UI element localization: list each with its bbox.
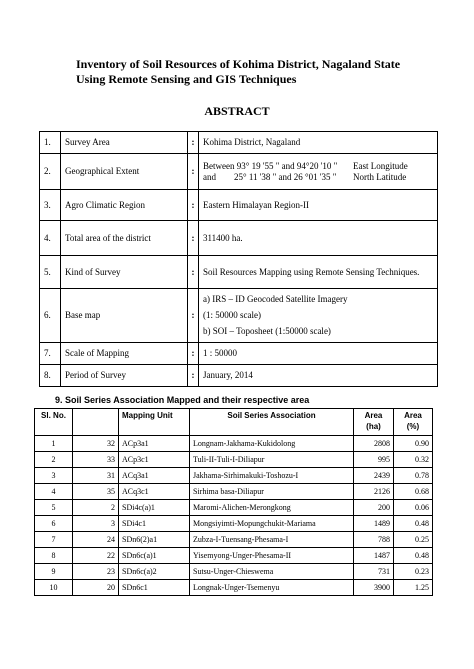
cell-mapping-unit: ACq3a1: [119, 468, 190, 484]
cell-area-ha: 731: [354, 564, 394, 580]
row-colon: :: [188, 365, 199, 387]
section-heading: 9. Soil Series Association Mapped and their respective area: [55, 395, 310, 405]
cell-soil-series-association: Maromi-Alichen-Merongkong: [190, 500, 354, 516]
cell-area-pct: 0.23: [394, 564, 433, 580]
cell-mapping-unit: ACp3a1: [119, 436, 190, 452]
latitude-label: North Latitude: [353, 171, 407, 182]
cell-area-pct: 0.48: [394, 548, 433, 564]
info-row: [40, 289, 438, 343]
cell-soil-series-association: Longnak-Unger-Tsemenyu: [190, 580, 354, 596]
row-label: Survey Area: [61, 132, 188, 154]
cell-sl-no: 1: [35, 436, 73, 452]
row-number: 5.: [40, 256, 61, 289]
row-value: Eastern Himalayan Region-II: [199, 190, 438, 221]
longitude-label: East Longitude: [353, 160, 408, 171]
row-value: Soil Resources Mapping using Remote Sensing Techniques.: [199, 256, 438, 289]
cell-sl-no: 5: [35, 500, 73, 516]
cell-sl-no: 3: [35, 468, 73, 484]
row-number: 1.: [40, 132, 61, 154]
row-colon: :: [188, 132, 199, 154]
header-number: [73, 409, 119, 436]
row-colon: :: [188, 289, 199, 343]
cell-area-pct: 0.90: [394, 436, 433, 452]
base-map-line: a) IRS – ID Geocoded Satellite Imagery: [203, 294, 348, 304]
row-label: Base map: [61, 289, 188, 343]
cell-mapping-unit: SDn6c1: [119, 580, 190, 596]
cell-area-ha: 2808: [354, 436, 394, 452]
latitude-range: and 25° 11 '38 " and 26 °01 '35 ": [203, 171, 337, 182]
cell-number: 20: [73, 580, 119, 596]
cell-soil-series-association: Longnam-Jakhama-Kukidolong: [190, 436, 354, 452]
cell-number: 23: [73, 564, 119, 580]
cell-mapping-unit: SDi4c1: [119, 516, 190, 532]
cell-area-ha: 1489: [354, 516, 394, 532]
info-row: [40, 154, 438, 190]
cell-soil-series-association: Yisemyong-Unger-Phesama-II: [190, 548, 354, 564]
row-colon: :: [188, 221, 199, 256]
row-label: Period of Survey: [61, 365, 188, 387]
table-row: [35, 484, 433, 500]
cell-area-pct: 0.25: [394, 532, 433, 548]
table-row: [35, 580, 433, 596]
cell-sl-no: 6: [35, 516, 73, 532]
header-soil-series-association: Soil Series Association: [190, 409, 354, 436]
base-map-line: b) SOI – Toposheet (1:50000 scale): [203, 326, 331, 336]
row-number: 6.: [40, 289, 61, 343]
abstract-info-table: [39, 131, 438, 387]
cell-soil-series-association: Sutsu-Unger-Chieswema: [190, 564, 354, 580]
info-row: [40, 190, 438, 221]
cell-area-ha: 1487: [354, 548, 394, 564]
cell-area-ha: 2439: [354, 468, 394, 484]
base-map-line: (1: 50000 scale): [203, 310, 261, 320]
cell-mapping-unit: SDn6(2)a1: [119, 532, 190, 548]
row-value: 311400 ha.: [199, 221, 438, 256]
cell-area-ha: 3900: [354, 580, 394, 596]
cell-sl-no: 7: [35, 532, 73, 548]
row-value: Kohima District, Nagaland: [199, 132, 438, 154]
cell-soil-series-association: Jakhama-Sirhimakuki-Toshozu-I: [190, 468, 354, 484]
cell-sl-no: 4: [35, 484, 73, 500]
row-label: Scale of Mapping: [61, 343, 188, 365]
row-label: Agro Climatic Region: [61, 190, 188, 221]
row-value: [199, 289, 438, 343]
row-number: 2.: [40, 154, 61, 190]
header-area-ha: Area (ha): [354, 409, 394, 436]
cell-number: 3: [73, 516, 119, 532]
cell-sl-no: 8: [35, 548, 73, 564]
cell-soil-series-association: Zubza-I-Tuensang-Phesama-I: [190, 532, 354, 548]
row-number: 3.: [40, 190, 61, 221]
row-colon: :: [188, 190, 199, 221]
info-row: [40, 343, 438, 365]
cell-mapping-unit: ACp3c1: [119, 452, 190, 468]
table-row: [35, 500, 433, 516]
cell-area-ha: 2126: [354, 484, 394, 500]
row-colon: :: [188, 343, 199, 365]
row-number: 8.: [40, 365, 61, 387]
row-label: Kind of Survey: [61, 256, 188, 289]
cell-area-pct: 0.48: [394, 516, 433, 532]
document-title: Inventory of Soil Resources of Kohima District, Nagaland State Using Remote Sensing and GIS Techniques: [76, 57, 401, 86]
info-row: [40, 256, 438, 289]
cell-area-ha: 200: [354, 500, 394, 516]
table-row: [35, 564, 433, 580]
table-header-row: [35, 409, 433, 436]
cell-soil-series-association: Mongsiyimti-Mopungchukit-Mariama: [190, 516, 354, 532]
cell-number: 35: [73, 484, 119, 500]
info-row: [40, 221, 438, 256]
table-row: [35, 468, 433, 484]
cell-soil-series-association: Tuli-II-Tuli-I-Diliapur: [190, 452, 354, 468]
cell-sl-no: 10: [35, 580, 73, 596]
header-mapping-unit: Mapping Unit: [119, 409, 190, 436]
table-row: [35, 452, 433, 468]
row-value: January, 2014: [199, 365, 438, 387]
cell-mapping-unit: SDn6c(a)2: [119, 564, 190, 580]
cell-mapping-unit: SDi4c(a)1: [119, 500, 190, 516]
row-number: 7.: [40, 343, 61, 365]
cell-area-pct: 0.06: [394, 500, 433, 516]
cell-sl-no: 9: [35, 564, 73, 580]
row-number: 4.: [40, 221, 61, 256]
table-row: [35, 436, 433, 452]
cell-area-pct: 0.78: [394, 468, 433, 484]
longitude-range: Between 93° 19 '55 " and 94°20 '10 ": [203, 160, 338, 171]
cell-area-pct: 0.68: [394, 484, 433, 500]
table-row: [35, 532, 433, 548]
cell-soil-series-association: Sirhima basa-Diliapur: [190, 484, 354, 500]
row-value: 1 : 50000: [199, 343, 438, 365]
info-row: [40, 365, 438, 387]
row-colon: :: [188, 154, 199, 190]
cell-number: 32: [73, 436, 119, 452]
table-row: [35, 548, 433, 564]
cell-number: 22: [73, 548, 119, 564]
cell-area-ha: 995: [354, 452, 394, 468]
header-area-pct: Area (%): [394, 409, 433, 436]
cell-number: 2: [73, 500, 119, 516]
table-row: [35, 516, 433, 532]
row-value: [199, 154, 438, 190]
row-colon: :: [188, 256, 199, 289]
row-label: Total area of the district: [61, 221, 188, 256]
cell-area-pct: 1.25: [394, 580, 433, 596]
cell-number: 31: [73, 468, 119, 484]
cell-mapping-unit: ACq3c1: [119, 484, 190, 500]
cell-number: 33: [73, 452, 119, 468]
header-sl-no: Sl. No.: [35, 409, 73, 436]
cell-area-pct: 0.32: [394, 452, 433, 468]
soil-association-table: [34, 408, 433, 596]
info-row: [40, 132, 438, 154]
abstract-heading: ABSTRACT: [204, 104, 270, 118]
cell-area-ha: 788: [354, 532, 394, 548]
cell-number: 24: [73, 532, 119, 548]
cell-sl-no: 2: [35, 452, 73, 468]
row-label: Geographical Extent: [61, 154, 188, 190]
cell-mapping-unit: SDn6c(a)1: [119, 548, 190, 564]
